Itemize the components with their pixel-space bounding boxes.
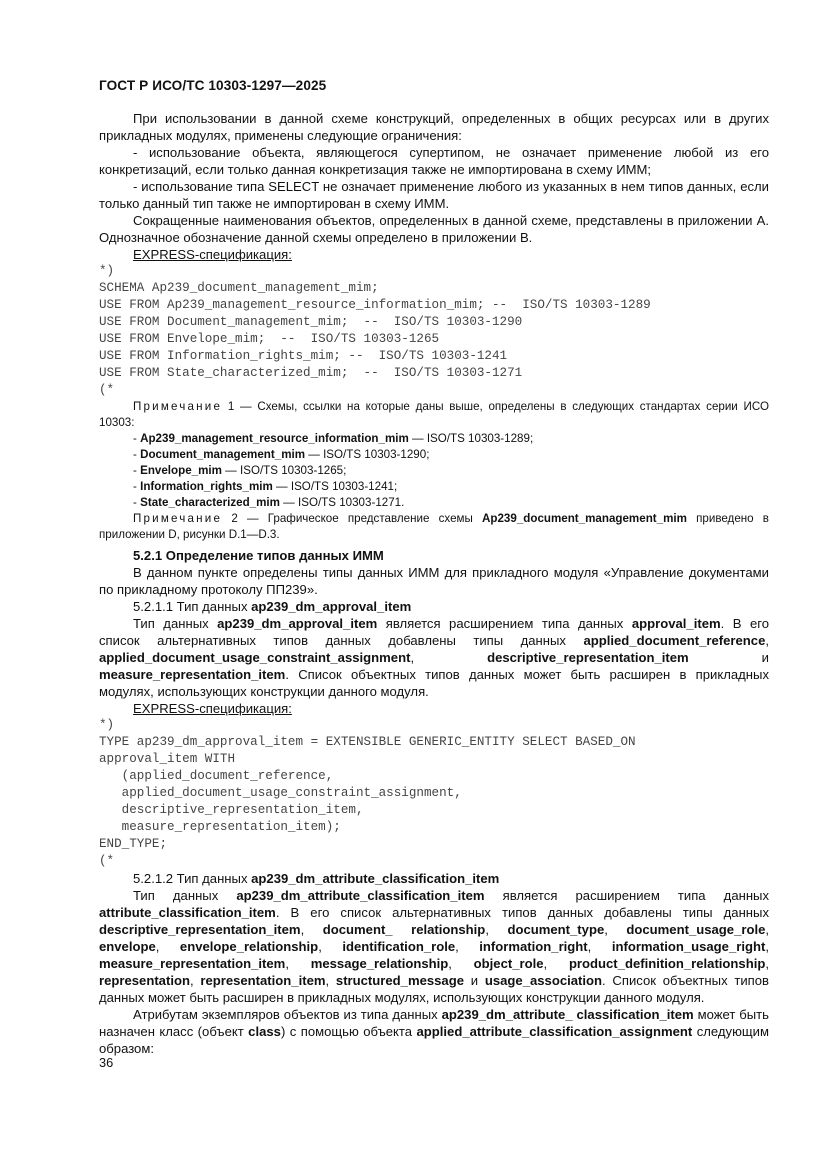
note-2: Примечание 2 — Графическое представление схемы Ap239_document_management_mim приведено в приложении D, рисунки D.1—D.3. [99,512,769,541]
note-2-label: Примечание [133,512,223,525]
note-1-item: - Information_rights_mim — ISO/TS 10303-1241; [133,480,398,493]
note-1-item: - Document_management_mim — ISO/TS 10303-1290; [133,448,430,461]
page-content [99,110,769,1057]
express-spec-label-2 [99,700,769,717]
intro-paragraph: При использовании в данной схеме конструкций, определенных в общих ресурсах или в других прикладных модулях, применены следующие ограничения: [99,111,769,143]
section-5-2-1-1-heading: 5.2.1.1 Тип данных ap239_dm_approval_item [133,599,412,614]
note-1-number: 1 [227,400,235,413]
express-spec-label [99,246,769,263]
document-header: ГОСТ Р ИСО/ТС 10303-1297—2025 [99,78,327,93]
section-5-2-1-2-heading: 5.2.1.2 Тип данных ap239_dm_attribute_classification_item [133,871,500,886]
note-1-item: - Envelope_mim — ISO/TS 10303-1265; [133,464,347,477]
section-5-2-1-heading: 5.2.1 Определение типов данных ИММ [133,548,384,563]
intro-abbreviations: Сокращенные наименования объектов, определенных в данной схеме, представлены в приложении А. Однозначное обозначение данной схемы определено в приложении В. [99,213,769,245]
express-spec-label-2-text: EXPRESS-спецификация: [133,701,292,716]
section-5-2-1-2-text: Тип данных ap239_dm_attribute_classification_item является расширением типа данных attribute_classification_item. В его список альтернативных типов данных добавлены типы данных descriptive_representation_item, document_ relationship, document_type, document_usage_role, envelope, envelope_relationship, identification_role, information_right, information_usage_right, measure_representation_item, message_relationship, object_role, product_definition_relationship, representation, representation_item, structured_message и usage_association. Список объектных типов данных может быть расширен в прикладных модулях, использующих конструкции данного модуля. [99,888,770,1005]
intro-restriction-2: - использование типа SELECT не означает применение любого из указанных в нем типов данных, если только данный тип также не импортирован в схему ИММ. [99,179,769,211]
type-code-block: *) TYPE ap239_dm_approval_item = EXTENSIBLE GENERIC_ENTITY SELECT BASED_ON approval_item WITH (applied_document_reference, applied_document_usage_constraint_assignment, descriptive_representation_item, measure_representation_item); END_TYPE; (* [99,718,636,868]
section-5-2-1-text: В данном пункте определены типы данных ИММ для прикладного модуля «Управление документами по прикладному протоколу ПП239». [99,565,769,597]
express-spec-label-text: EXPRESS-спецификация: [133,247,292,262]
note-1-text: — Схемы, ссылки на которые даны выше, определены в следующих стандартах серии ИСО 10303: [99,400,769,429]
intro-restriction-1: - использование объекта, являющегося супертипом, не означает применение любой из его конкретизаций, если только данная конкретизация также не импортирована в схему ИММ; [99,145,769,177]
page-number: 36 [99,1055,114,1070]
section-5-2-1-1-text: Тип данных ap239_dm_approval_item является расширением типа данных approval_item. В его список альтернативных типов данных добавлены типы данных applied_document_reference, applied_document_usage_constraint_assignment, descriptive_representation_item и measure_representation_item. Список объектных типов данных может быть расширен в прикладных модулях, использующих конструкции данного модуля. [99,616,770,699]
section-5-2-1-2-attributes: Атрибутам экземпляров объектов из типа данных ap239_dm_attribute_ classification_item может быть назначен класс (объект class) с помощью объекта applied_attribute_classification_assignment следующим образом: [99,1007,769,1056]
note-1 [99,399,769,431]
note-1-label: Примечание [133,400,223,413]
note-1-item: - State_characterized_mim — ISO/TS 10303-1271. [133,496,405,509]
schema-code-block: *) SCHEMA Ap239_document_management_mim; USE FROM Ap239_management_resource_information_mim; -- ISO/TS 10303-1289 USE FROM Document_management_mim; -- ISO/TS 10303-1290 USE FROM Envelope_mim; -- ISO/TS 10303-1265 USE FROM Information_rights_mim; -- ISO/TS 10303-1241 USE FROM State_characterized_mim; -- ISO/TS 10303-1271 (* [99,264,651,397]
note-1-item: - Ap239_management_resource_information_mim — ISO/TS 10303-1289; [133,432,534,445]
